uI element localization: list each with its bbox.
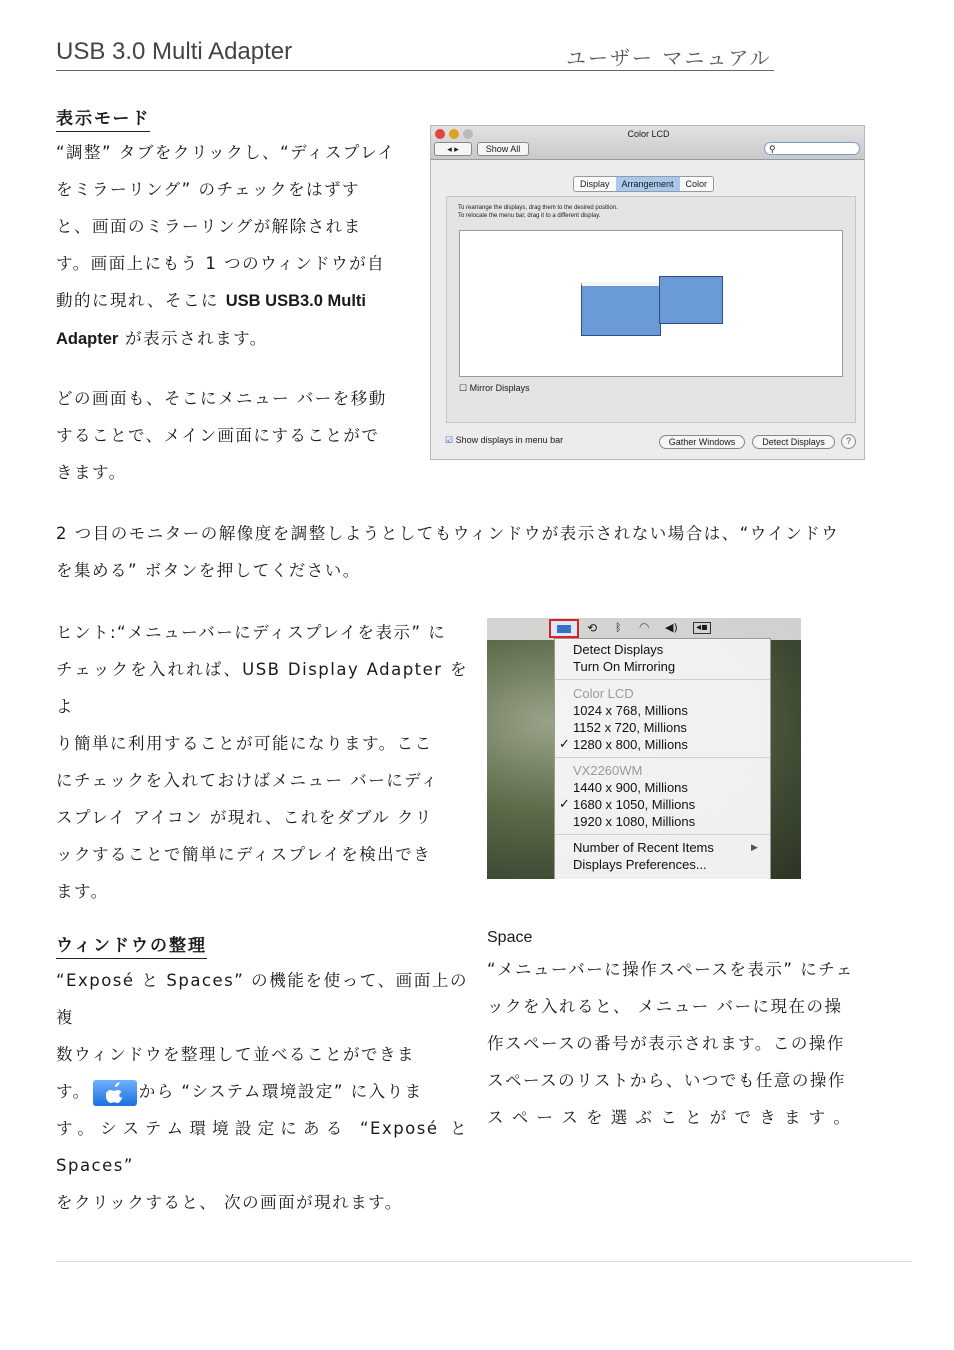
apple-menu-icon — [93, 1080, 137, 1106]
menu-item-turn-on-mirroring[interactable]: Turn On Mirroring — [573, 659, 676, 674]
menu-separator — [555, 834, 770, 835]
text-line: チェックを入れれば、USB Display Adapter をよ — [56, 660, 468, 716]
back-forward-buttons[interactable]: ◂ ▸ — [434, 142, 472, 156]
text-line: ヒント:“メニューバーにディスプレイを表示” に — [56, 623, 447, 642]
display-menu-icon[interactable] — [549, 619, 579, 638]
checkmark-icon: ✓ — [559, 736, 570, 751]
text-line: り簡単に利用することが可能になります。ここ — [56, 734, 433, 753]
help-button[interactable]: ? — [841, 434, 856, 449]
text-line: をミラーリング” のチェックをはずす — [56, 180, 360, 199]
show-all-button[interactable]: Show All — [477, 142, 529, 156]
window-titlebar — [431, 126, 864, 160]
menu-item-detect-displays[interactable]: Detect Displays — [573, 642, 664, 657]
submenu-arrow-icon: ▶ — [751, 842, 758, 852]
text-line: スペースのリストから、いつでも任意の操作 — [487, 1071, 846, 1090]
search-input[interactable] — [764, 142, 860, 155]
display-dropdown-menu — [554, 638, 771, 879]
search-icon: ⚲ — [769, 144, 776, 154]
text-line: ます。 — [56, 882, 109, 901]
text-line: Adapter が表示されます。 — [56, 329, 268, 348]
bluetooth-icon[interactable]: ᛒ — [615, 621, 622, 634]
checkbox-icon[interactable]: ☐ — [459, 383, 468, 393]
checkbox-checked-icon[interactable]: ☑ — [445, 435, 454, 445]
space-heading: Space — [487, 929, 533, 946]
text-line: と、画面のミラーリングが解除されま — [56, 217, 362, 236]
mirror-displays-option[interactable]: ☐ Mirror Displays — [459, 383, 530, 393]
text-line: をクリックすると、 次の画面が現れます。 — [56, 1193, 403, 1212]
display-mode-heading: 表示モード — [56, 104, 150, 132]
text-line: 動的に現れ、そこに USB USB3.0 Multi — [56, 291, 367, 310]
wifi-icon[interactable]: ◠ — [639, 620, 650, 634]
text-line: することで、メイン画面にすることがで — [56, 426, 380, 445]
text-line: す。システム環境設定にある “Exposé と Spaces” — [56, 1119, 468, 1175]
text-line: どの画面も、そこにメニュー バーを移動 — [56, 389, 387, 408]
text-line: “Exposé と Spaces” の機能を使って、画面上の複 — [56, 971, 468, 1027]
text-line: を集める” ボタンを押してください。 — [56, 561, 361, 580]
main-display-screen[interactable] — [581, 282, 661, 336]
text-line: 数ウィンドウを整理して並べることができま — [56, 1045, 416, 1064]
menu-separator — [555, 679, 770, 680]
text-line: ックすることで簡単にディスプレイを検出でき — [56, 845, 432, 864]
text-line: ックを入れると、 メニュー バーに現在の操 — [487, 997, 843, 1016]
footer-rule — [56, 1261, 912, 1262]
menu-item-resolution[interactable]: 1680 x 1050, Millions — [573, 797, 696, 812]
window-org-paragraph — [56, 962, 468, 1221]
volume-icon[interactable]: ◀) — [665, 621, 678, 634]
battery-icon[interactable]: ◂▪ — [693, 622, 711, 634]
menu-item-resolution[interactable]: 1920 x 1080, Millions — [573, 814, 696, 829]
preference-tabs — [573, 176, 714, 192]
text-line: にチェックを入れておけばメニュー バーにディ — [56, 771, 439, 790]
instruction-2: To relocate the menu bar, drag it to a different display. — [458, 213, 601, 219]
secondary-display-screen[interactable] — [659, 276, 723, 324]
document-title: USB 3.0 Multi Adapter — [56, 38, 293, 65]
display-mode-paragraph — [56, 134, 412, 358]
menu-group-title: Color LCD — [573, 686, 634, 701]
text-line: “メニューバーに操作スペースを表示” にチェ — [487, 960, 854, 979]
tab-color[interactable]: Color — [685, 179, 708, 189]
time-machine-icon[interactable]: ⟲ — [587, 621, 598, 635]
hint-paragraph — [56, 614, 468, 910]
menu-item-resolution[interactable]: 1280 x 800, Millions — [573, 737, 688, 752]
checkmark-icon: ✓ — [559, 796, 570, 811]
menu-group-title: VX2260WM — [573, 763, 643, 778]
display-arrangement-canvas — [459, 230, 843, 377]
menu-item-resolution[interactable]: 1440 x 900, Millions — [573, 780, 688, 795]
menu-separator — [555, 757, 770, 758]
text-line: 2 つ目のモニターの解像度を調整しようとしてもウィンドウが表示されない場合は、“ウインドウ — [56, 524, 840, 543]
menu-item-displays-preferences[interactable]: Displays Preferences... — [573, 857, 707, 872]
display-menu-screenshot — [487, 618, 801, 879]
color-lcd-window — [430, 125, 865, 460]
text-line: す。画面上にもう 1 つのウィンドウが自 — [56, 254, 386, 273]
text-line: スプレイ アイコン が現れ、これをダブル クリ — [56, 808, 433, 827]
show-in-menu-option[interactable]: ☑ Show displays in menu bar — [445, 435, 564, 445]
window-title: Color LCD — [627, 129, 670, 139]
text-line: ス ペ ー ス を 選 ぶ こ と が で き ま す 。 — [487, 1108, 852, 1127]
text-line: きます。 — [56, 463, 127, 482]
menu-item-recent-items[interactable]: Number of Recent Items — [573, 840, 714, 855]
tab-display[interactable]: Display — [580, 179, 610, 189]
menu-item-resolution[interactable]: 1152 x 720, Millions — [573, 720, 687, 735]
menu-bar — [487, 618, 801, 640]
display-mode-paragraph-2 — [56, 380, 412, 491]
arrangement-pane — [446, 196, 856, 423]
menu-item-resolution[interactable]: 1024 x 768, Millions — [573, 703, 688, 718]
header-rule — [56, 70, 774, 71]
gather-windows-button[interactable]: Gather Windows — [659, 435, 745, 449]
text-line: “調整” タブをクリックし、“ディスプレイ — [56, 143, 396, 162]
document-subtitle: ユーザー マニュアル — [566, 46, 772, 70]
text-line: す。 から “システム環境設定” に入りま — [56, 1073, 468, 1110]
instruction-1: To rearrange the displays, drag them to the desired position. — [458, 205, 618, 211]
space-paragraph — [487, 951, 879, 1136]
window-org-heading: ウィンドウの整理 — [56, 931, 207, 959]
tab-arrangement[interactable]: Arrangement — [616, 177, 680, 191]
gather-windows-paragraph — [56, 515, 902, 589]
text-line: 作スペースの番号が表示されます。この操作 — [487, 1034, 845, 1053]
detect-displays-button[interactable]: Detect Displays — [752, 435, 835, 449]
